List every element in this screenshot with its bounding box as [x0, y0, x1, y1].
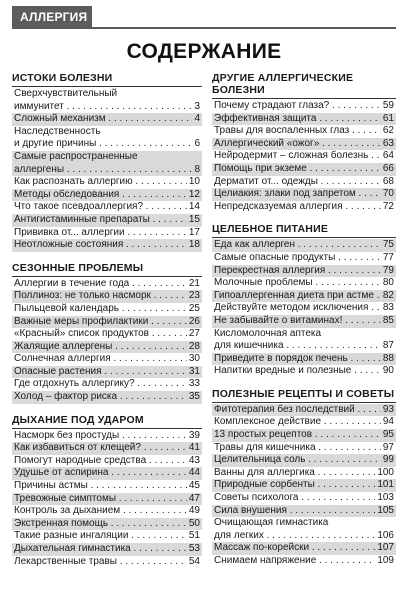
- entry-title: Такие разные ингаляции . . .: [14, 530, 187, 543]
- entry-page-number: 49: [188, 505, 200, 517]
- entry-page-number: 54: [188, 555, 200, 567]
- toc-entry[interactable]: [212, 429, 396, 442]
- entry-title: Нейродермит – сложная болезнь . . .: [214, 150, 381, 163]
- entry-title: Приведите в порядок печень . . .: [214, 353, 381, 366]
- entry-page-number: 53: [188, 543, 200, 554]
- entry-page-number: 72: [382, 200, 394, 212]
- entry-title: Солнечная аллергия . . .: [14, 353, 187, 366]
- entry-title: для легких . . .: [214, 530, 375, 543]
- entry-page-number: 75: [382, 239, 394, 251]
- entry-page-number: 101: [377, 479, 394, 491]
- toc-section: [212, 223, 396, 378]
- toc-entry[interactable]: [212, 163, 396, 176]
- entry-page-number: 27: [188, 328, 200, 340]
- toc-entry[interactable]: [212, 252, 396, 265]
- toc-entry[interactable]: [12, 278, 202, 291]
- toc-entry[interactable]: [12, 378, 202, 391]
- toc-entry[interactable]: [212, 328, 396, 353]
- toc-entry[interactable]: [212, 125, 396, 138]
- entry-title: Неотложные состояния . . .: [14, 239, 187, 252]
- entry-page-number: 59: [382, 100, 394, 111]
- entry-title: Еда как аллерген . . .: [214, 239, 381, 252]
- entry-page-number: 95: [382, 429, 394, 441]
- toc-entry[interactable]: [212, 176, 396, 189]
- entry-page-number: 33: [188, 378, 200, 390]
- entry-title: Советы психолога . . .: [214, 492, 375, 505]
- toc-entry[interactable]: [212, 467, 396, 480]
- entry-title: Фитотерапия без последствий . . .: [214, 404, 381, 417]
- entry-page-number: 31: [188, 365, 200, 377]
- entry-title: Почему страдают глаза? . . .: [214, 100, 381, 113]
- toc-entry[interactable]: [12, 126, 202, 151]
- toc-entry[interactable]: [212, 492, 396, 505]
- toc-entry[interactable]: [212, 315, 396, 328]
- entry-page-number: 83: [382, 302, 394, 314]
- toc-entry[interactable]: [12, 480, 202, 493]
- entry-title: Самые опасные продукты . . .: [214, 252, 381, 265]
- toc-entry[interactable]: [12, 455, 202, 468]
- entry-title: аллергены . . .: [14, 164, 192, 177]
- entry-page-number: 17: [188, 226, 200, 238]
- entry-title: Опасные растения . . .: [14, 366, 187, 379]
- toc-entry[interactable]: [212, 302, 396, 315]
- toc-entry[interactable]: [212, 353, 396, 366]
- entry-title: Тревожные симптомы . . .: [14, 493, 187, 506]
- toc-entry[interactable]: [212, 239, 396, 252]
- toc-entry[interactable]: [12, 366, 202, 379]
- entry-page-number: 64: [382, 150, 394, 162]
- toc-entry[interactable]: [12, 442, 202, 455]
- toc-entry[interactable]: [12, 303, 202, 316]
- entry-title: Удушье от аспирина . . .: [14, 467, 187, 480]
- entry-page-number: 15: [188, 213, 200, 225]
- toc-entry[interactable]: [12, 239, 202, 252]
- entry-page-number: 61: [382, 112, 394, 124]
- toc-entry[interactable]: [212, 100, 396, 113]
- toc-entry[interactable]: [12, 328, 202, 341]
- entry-page-number: 44: [188, 467, 200, 479]
- toc-entry[interactable]: [212, 290, 396, 303]
- page-title: СОДЕРЖАНИЕ: [126, 40, 282, 63]
- entry-page-number: 77: [382, 251, 394, 263]
- entry-page-number: 62: [382, 125, 394, 137]
- entry-title: Не забывайте о витаминах! . . .: [214, 315, 381, 328]
- entry-title: Комплексное действие . . .: [214, 416, 381, 429]
- toc-entry[interactable]: [212, 416, 396, 429]
- entry-title-line: Самые распространенные: [14, 150, 138, 162]
- entry-title: Перекрестная аллергия . . .: [214, 265, 381, 278]
- entry-page-number: 109: [377, 555, 394, 566]
- entry-title: 13 простых рецептов . . .: [214, 429, 381, 442]
- entry-page-number: 97: [382, 441, 394, 453]
- toc-entry[interactable]: [12, 316, 202, 329]
- entry-title: Контроль за дыханием . . .: [14, 505, 187, 518]
- entry-page-number: 35: [188, 391, 200, 403]
- entry-page-number: 106: [377, 529, 394, 541]
- entry-title: Ванны для аллергика . . .: [214, 467, 375, 480]
- toc-entry[interactable]: [12, 201, 202, 214]
- toc-entry[interactable]: [12, 543, 202, 556]
- entry-page-number: 8: [194, 163, 200, 175]
- entry-title-line: Наследственность: [14, 125, 101, 137]
- entry-title: Аллергический «ожог» . . .: [214, 138, 381, 151]
- entry-page-number: 12: [188, 188, 200, 200]
- toc-entry[interactable]: [12, 88, 202, 113]
- entry-title: Дерматит от... одежды . . .: [214, 176, 381, 189]
- entry-page-number: 51: [188, 530, 200, 542]
- entry-page-number: 18: [188, 239, 200, 251]
- entry-page-number: 107: [377, 542, 394, 554]
- entry-title-line: Кисломолочная аптека: [214, 327, 322, 339]
- entry-title: иммунитет . . .: [14, 101, 192, 114]
- toc-section: [12, 72, 202, 252]
- entry-page-number: 23: [188, 290, 200, 302]
- toc-entry[interactable]: [12, 430, 202, 443]
- entry-page-number: 82: [382, 289, 394, 301]
- entry-title: Сложный механизм . . .: [14, 113, 192, 126]
- entry-title: Жалящие аллергены . . .: [14, 341, 187, 354]
- entry-title: Где отдохнуть аллергику? . . .: [14, 378, 187, 391]
- toc-entry[interactable]: [12, 290, 202, 303]
- left-column: [12, 72, 202, 578]
- entry-page-number: 50: [188, 517, 200, 529]
- entry-title: Напитки вредные и полезные . . .: [214, 365, 381, 378]
- toc-entry[interactable]: [12, 176, 202, 189]
- entry-page-number: 103: [377, 492, 394, 504]
- toc-entry[interactable]: [212, 555, 396, 568]
- toc-section: [12, 262, 202, 404]
- entry-page-number: 105: [377, 504, 394, 516]
- toc-entry[interactable]: [12, 556, 202, 569]
- toc-entry[interactable]: [212, 479, 396, 492]
- toc-entry[interactable]: [212, 404, 396, 417]
- entry-title: Антигистаминные препараты . . .: [14, 214, 187, 227]
- entry-title: Снимаем напряжение . . .: [214, 555, 375, 568]
- header-rule: [12, 27, 396, 29]
- entry-page-number: 4: [194, 113, 200, 125]
- entry-title: Гипоаллергенная диета при астме . . .: [214, 290, 381, 303]
- toc-entry[interactable]: [212, 542, 396, 555]
- entry-page-number: 10: [188, 176, 200, 188]
- toc-entry[interactable]: [212, 138, 396, 151]
- toc-entry[interactable]: [212, 265, 396, 278]
- toc-entry[interactable]: [212, 517, 396, 542]
- entry-page-number: 26: [188, 315, 200, 327]
- entry-page-number: 79: [382, 264, 394, 276]
- entry-page-number: 88: [382, 352, 394, 364]
- entry-title: Прививка от... аллергии . . .: [14, 227, 187, 240]
- entry-page-number: 30: [188, 353, 200, 365]
- entry-title: и другие причины . . .: [14, 138, 192, 151]
- entry-page-number: 3: [194, 100, 200, 112]
- toc-entry[interactable]: [212, 277, 396, 290]
- entry-title: Как распознать аллергию . . .: [14, 176, 187, 189]
- entry-page-number: 66: [382, 162, 394, 174]
- toc-entry[interactable]: [12, 227, 202, 240]
- toc-entry[interactable]: [212, 201, 396, 214]
- entry-title: Пыльцевой календарь . . .: [14, 303, 187, 316]
- entry-title: Травы для кишечника . . .: [214, 442, 381, 455]
- entry-title: Действуйте методом исключения . . .: [214, 302, 381, 315]
- toc-entry[interactable]: [12, 214, 202, 227]
- right-column: [212, 72, 396, 578]
- toc-entry[interactable]: [12, 151, 202, 176]
- entry-title: Методы обследования . . .: [14, 189, 187, 202]
- entry-page-number: 99: [382, 454, 394, 466]
- entry-page-number: 47: [188, 492, 200, 504]
- entry-page-number: 28: [188, 340, 200, 352]
- toc-entry[interactable]: [212, 442, 396, 455]
- toc-entry[interactable]: [12, 467, 202, 480]
- section-title: ИСТОКИ БОЛЕЗНИ: [12, 72, 202, 87]
- entry-page-number: 100: [377, 466, 394, 478]
- toc-section: [212, 72, 396, 213]
- toc-entry[interactable]: [12, 341, 202, 354]
- toc-entry[interactable]: [12, 530, 202, 543]
- section-title: СЕЗОННЫЕ ПРОБЛЕМЫ: [12, 262, 202, 277]
- entry-title: Что такое псевдоаллергия? . . .: [14, 201, 187, 214]
- toc-entry[interactable]: [212, 454, 396, 467]
- entry-title: Поллиноз: не только насморк . . .: [14, 290, 187, 303]
- entry-title: Экстренная помощь . . .: [14, 518, 187, 531]
- entry-page-number: 39: [188, 429, 200, 441]
- entry-page-number: 14: [188, 201, 200, 213]
- toc-section: [12, 414, 202, 569]
- section-title: ДРУГИЕ АЛЛЕРГИЧЕСКИЕ БОЛЕЗНИ: [212, 72, 396, 99]
- entry-page-number: 70: [382, 188, 394, 200]
- toc-entry[interactable]: [12, 505, 202, 518]
- section-title: ЦЕЛЕБНОЕ ПИТАНИЕ: [212, 223, 396, 238]
- entry-title: Молочные проблемы . . .: [214, 277, 381, 290]
- toc-section: [212, 388, 396, 568]
- section-title: ПОЛЕЗНЫЕ РЕЦЕПТЫ И СОВЕТЫ: [212, 388, 396, 403]
- toc-entry[interactable]: [212, 188, 396, 201]
- entry-title: «Красный» список продуктов . . .: [14, 328, 187, 341]
- entry-title: Дыхательная гимнастика . . .: [14, 543, 187, 556]
- toc-entry[interactable]: [12, 493, 202, 506]
- entry-page-number: 85: [382, 314, 394, 326]
- entry-title: Эффективная защита . . .: [214, 113, 381, 126]
- entry-title: для кишечника . . .: [214, 340, 381, 353]
- entry-title: Целиакия: злаки под запретом . . .: [214, 188, 381, 201]
- toc-entry[interactable]: [212, 365, 396, 378]
- entry-page-number: 80: [382, 277, 394, 289]
- entry-title-line: Сверхчувствительный: [14, 88, 118, 99]
- toc-entry[interactable]: [212, 505, 396, 518]
- entry-title: Помощь при экземе . . .: [214, 163, 381, 176]
- entry-title: Как избавиться от клещей? . . .: [14, 442, 187, 455]
- toc-entry[interactable]: [12, 518, 202, 531]
- entry-title: Причины астмы . . .: [14, 480, 187, 493]
- entry-title: Лекарственные травы . . .: [14, 556, 187, 569]
- entry-title: Аллергии в течение года . . .: [14, 278, 187, 291]
- entry-page-number: 25: [188, 302, 200, 314]
- entry-page-number: 93: [382, 403, 394, 415]
- entry-title: Природные сорбенты . . .: [214, 479, 375, 492]
- entry-title: Насморк без простуды . . .: [14, 430, 187, 443]
- entry-title: Холод – фактор риска . . .: [14, 391, 187, 404]
- entry-title: Важные меры профилактики . . .: [14, 316, 187, 329]
- toc-entry[interactable]: [12, 353, 202, 366]
- entry-page-number: 41: [188, 442, 200, 454]
- toc-entry[interactable]: [12, 391, 202, 404]
- entry-title-line: Очищающая гимнастика: [214, 517, 329, 529]
- entry-page-number: 43: [188, 454, 200, 466]
- entry-page-number: 6: [194, 138, 200, 150]
- entry-title: Массаж по-корейски . . .: [214, 542, 375, 555]
- toc-entry[interactable]: [212, 150, 396, 163]
- toc-entry[interactable]: [12, 189, 202, 202]
- toc-entry[interactable]: [12, 113, 202, 126]
- entry-page-number: 90: [382, 365, 394, 377]
- entry-page-number: 63: [382, 137, 394, 149]
- entry-title: Сила внушения . . .: [214, 505, 375, 518]
- entry-title: Непредсказуемая аллергия . . .: [214, 201, 381, 214]
- entry-page-number: 21: [188, 277, 200, 289]
- entry-title: Помогут народные средства . . .: [14, 455, 187, 468]
- entry-page-number: 45: [188, 480, 200, 492]
- entry-title: Целительница соль . . .: [214, 454, 381, 467]
- entry-page-number: 68: [382, 175, 394, 187]
- entry-page-number: 94: [382, 416, 394, 428]
- entry-title: Травы для воспаленных глаз . . .: [214, 125, 381, 138]
- toc-entry[interactable]: [212, 113, 396, 126]
- section-title: ДЫХАНИЕ ПОД УДАРОМ: [12, 414, 202, 429]
- section-tab-label: АЛЛЕРГИЯ: [12, 6, 92, 28]
- entry-page-number: 87: [382, 340, 394, 352]
